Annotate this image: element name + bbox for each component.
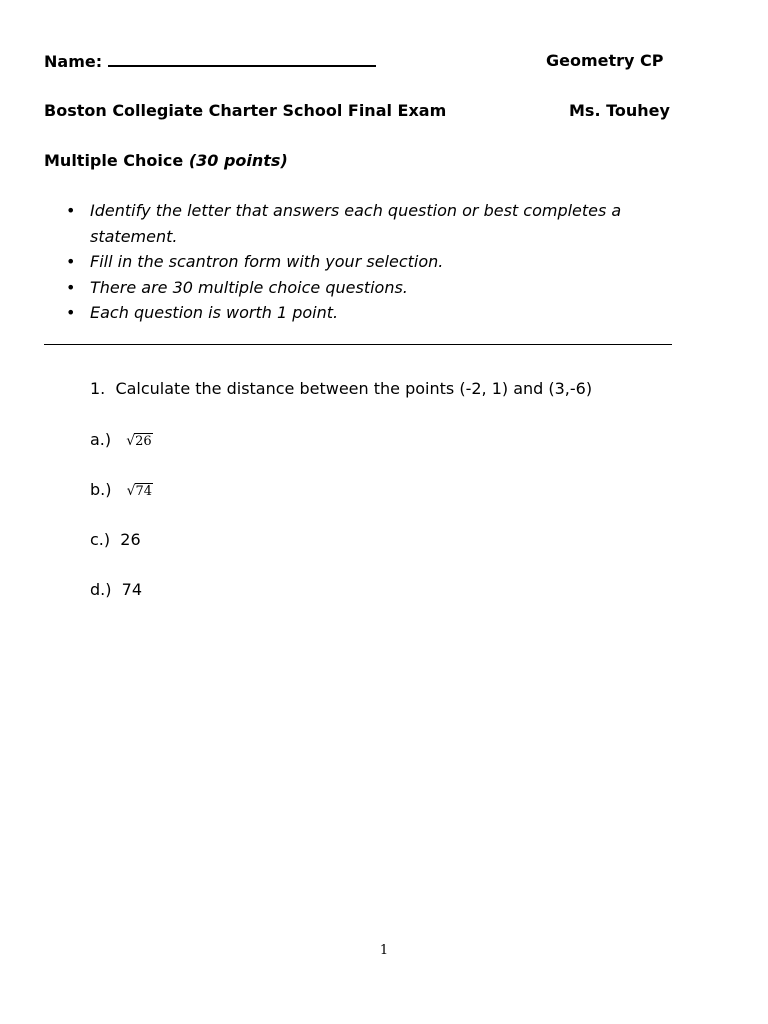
choice-value: 74 xyxy=(121,580,143,599)
question-text: Calculate the distance between the points (-2, 1) and (3,-6) xyxy=(115,379,593,398)
bullet-icon: • xyxy=(66,303,76,322)
choice-letter: a.) xyxy=(90,430,112,449)
school-exam-title: Boston Collegiate Charter School Final Exam xyxy=(44,101,447,120)
bullet-icon: • xyxy=(66,201,76,220)
question-1 xyxy=(90,379,592,398)
section-heading xyxy=(44,151,288,170)
name-field xyxy=(44,51,376,71)
course-title: Geometry CP xyxy=(546,51,664,70)
instructions-list xyxy=(66,198,686,326)
instruction-item: • There are 30 multiple choice questions. xyxy=(66,275,686,301)
sqrt-26: √26 xyxy=(126,433,152,449)
bullet-icon: • xyxy=(66,252,76,271)
section-title: Multiple Choice xyxy=(44,151,184,170)
page-number: 1 xyxy=(379,943,389,958)
name-blank-line xyxy=(108,51,376,67)
name-label: Name: xyxy=(44,52,103,71)
choice-d xyxy=(90,580,142,599)
choice-letter: c.) xyxy=(90,530,111,549)
radical-icon: √ xyxy=(126,433,136,449)
instruction-item: • Fill in the scantron form with your selection. xyxy=(66,249,686,275)
choice-c xyxy=(90,530,141,549)
choice-a xyxy=(90,430,153,449)
section-divider xyxy=(44,344,672,345)
sqrt-74: √74 xyxy=(126,483,153,499)
instruction-item: • Identify the letter that answers each question or best completes a statement. xyxy=(66,198,686,249)
instruction-item: • Each question is worth 1 point. xyxy=(66,300,686,326)
radical-icon: √ xyxy=(126,483,136,499)
teacher-name: Ms. Touhey xyxy=(569,101,670,120)
bullet-icon: • xyxy=(66,277,76,297)
choice-letter: b.) xyxy=(90,480,112,499)
choice-value: 26 xyxy=(120,530,141,549)
choice-letter: d.) xyxy=(90,580,112,599)
choice-b xyxy=(90,480,153,499)
section-points: (30 points) xyxy=(188,151,288,170)
question-number: 1. xyxy=(90,379,106,398)
